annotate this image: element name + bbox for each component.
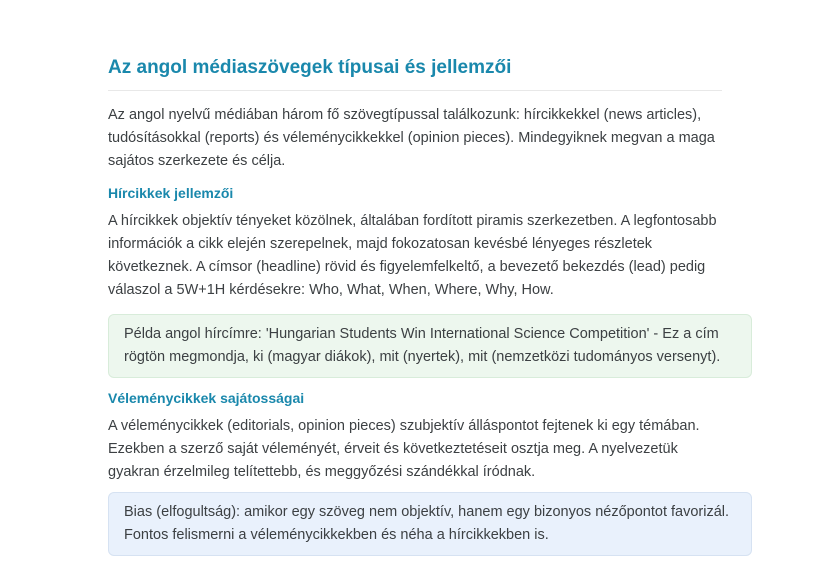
document-page	[108, 56, 752, 556]
section-heading-news-articles: Hírcikkek jellemzői	[108, 185, 234, 201]
bias-note-callout	[108, 492, 752, 556]
example-headline-callout-text: Példa angol hírcímre: 'Hungarian Students Win International Science Competition' - Ez a cím rögtön megmondja, ki (magyar diákok), mit (nyertek), mit (nemzetközi tudományos versenyt).	[124, 326, 721, 365]
title-divider	[108, 90, 722, 91]
bias-note-callout-text: Bias (elfogultság): amikor egy szöveg nem objektív, hanem egy bizonyos nézőpontot favorizál. Fontos felismerni a véleménycikkekben és néha a hírcikkekben is.	[124, 504, 730, 543]
example-headline-callout	[108, 314, 752, 378]
news-articles-paragraph: A hírcikkek objektív tényeket közölnek, általában fordított piramis szerkezetben. A legfontosabb információk a cikk elején szerepelnek, majd fokozatosan kevésbé lényeges részletek következnek. A címsor (headline) rövid és figyelemfelkeltő, a bevezető bekezdés (lead) pedig válaszol a 5W+1H kérdésekre: Who, What, When, Where, Why, How.	[108, 213, 717, 298]
page-title: Az angol médiaszövegek típusai és jellemzői	[108, 57, 512, 78]
section-heading-opinion-pieces: Véleménycikkek sajátosságai	[108, 390, 305, 406]
intro-paragraph: Az angol nyelvű médiában három fő szövegtípussal találkozunk: hírcikkekkel (news articles), tudósításokkal (reports) és véleménycikkekkel (opinion pieces). Mindegyiknek megvan a maga sajátos szerkezete és célja.	[108, 107, 715, 169]
opinion-pieces-paragraph: A véleménycikkek (editorials, opinion pieces) szubjektív álláspontot fejtenek ki egy témában. Ezekben a szerző saját véleményét, érveit és következtetéseit osztja meg. A nyelvezetük gyakran érzelmileg telítettebb, és meggyőzési szándékkal íródnak.	[108, 418, 700, 480]
